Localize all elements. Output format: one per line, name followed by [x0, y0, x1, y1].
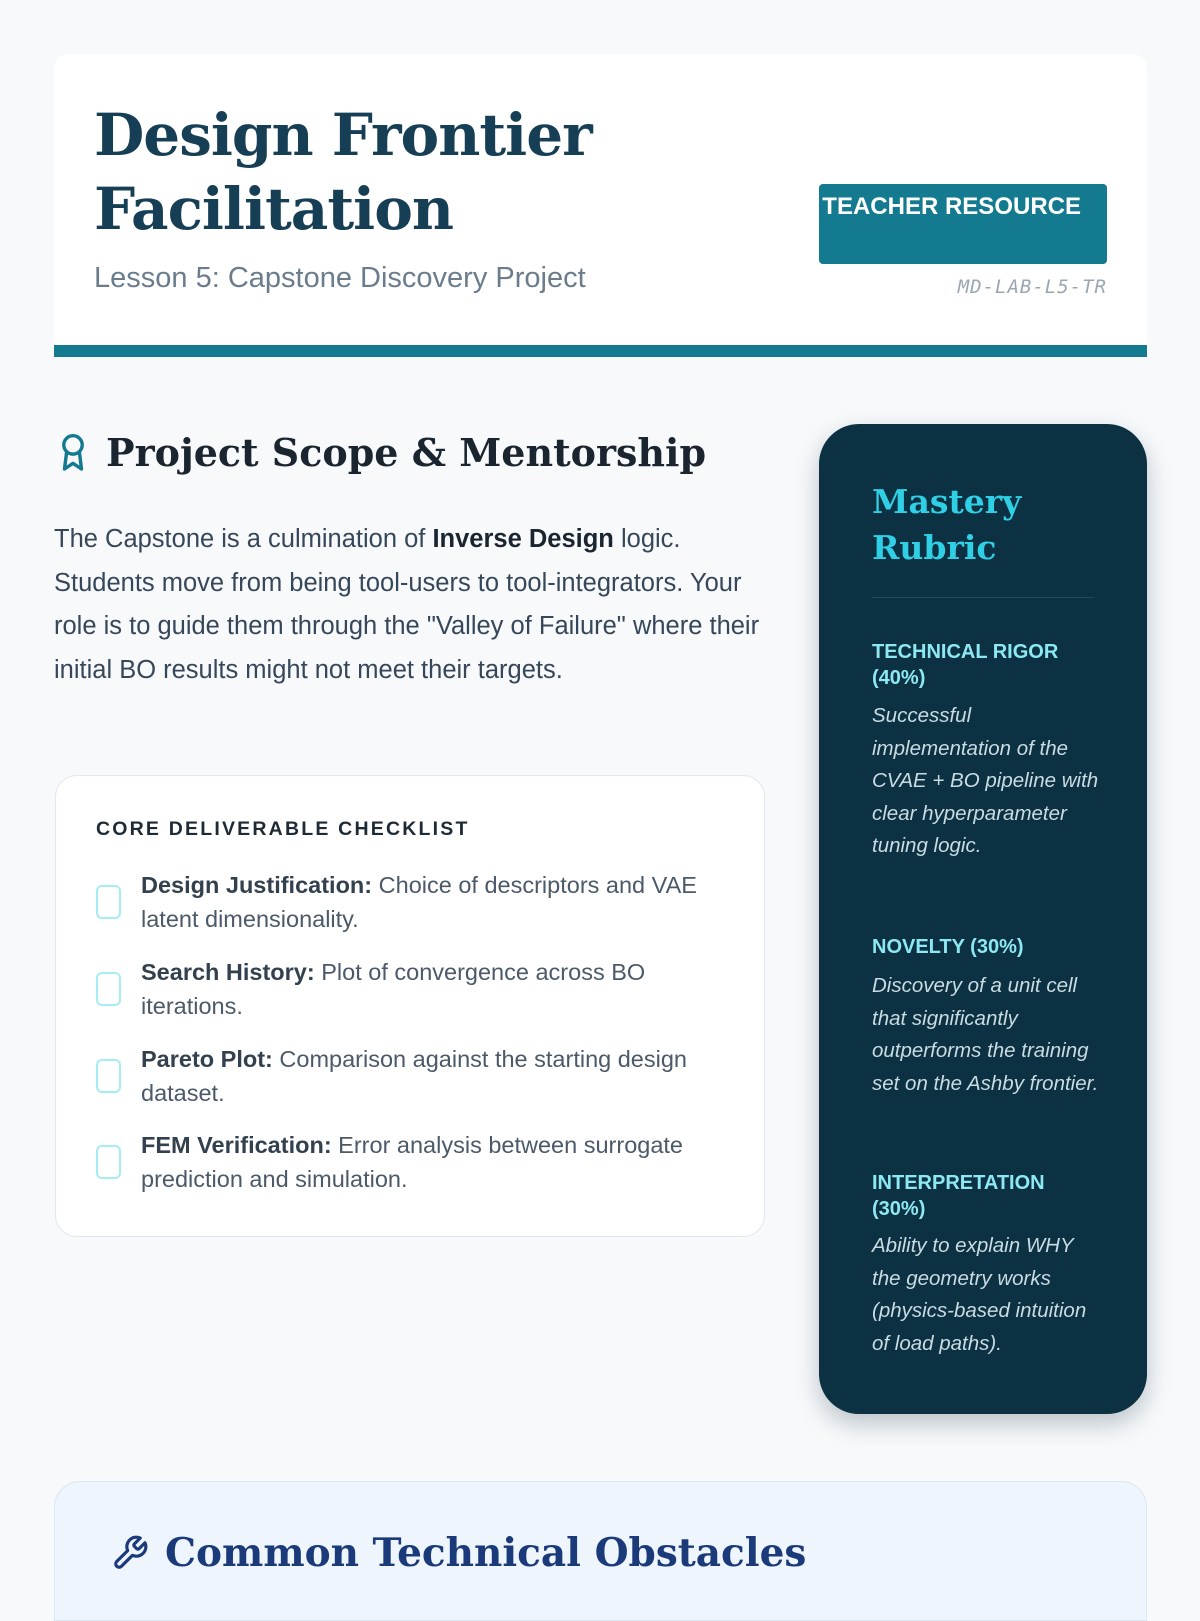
- rubric-divider: [872, 597, 1094, 598]
- scope-heading: [56, 424, 706, 480]
- inverse-design-term: Inverse Design: [432, 525, 614, 553]
- document-code: MD-LAB-L5-TR: [957, 276, 1107, 298]
- scope-title: Project Scope & Mentorship: [106, 429, 707, 475]
- header-card: [54, 54, 1147, 357]
- deliverable-checklist: [55, 775, 765, 1237]
- checkbox[interactable]: [96, 885, 121, 919]
- criterion-label: TECHNICAL RIGOR (40%): [872, 641, 1059, 689]
- checkbox[interactable]: [96, 972, 121, 1006]
- criterion-description: Discovery of a unit cell that significantly outperforms the training set on the Ashby frontier.: [872, 974, 1099, 1095]
- obstacles-section: [54, 1481, 1147, 1621]
- criterion-description: Successful implementation of the CVAE + BO pipeline with clear hyperparameter tuning logic.: [872, 704, 1099, 857]
- award-ribbon-icon: [56, 432, 90, 472]
- checklist-item-design-justification[interactable]: Design Justification: Choice of descriptors and VAE latent dimensionality.: [96, 868, 736, 936]
- scope-intro: The Capstone is a culmination of Inverse Design logic. Students move from being tool-users to tool-integrators. Your role is to guide them through the "Valley of Failure" where their initial BO results might not meet their targets.: [54, 525, 760, 684]
- criterion-label: NOVELTY (30%): [872, 936, 1024, 958]
- obstacles-heading: [111, 1530, 806, 1576]
- checklist-item-fem-verification[interactable]: FEM Verification: Error analysis between surrogate prediction and simulation.: [96, 1128, 736, 1196]
- checklist-title: CORE DELIVERABLE CHECKLIST: [96, 818, 470, 840]
- mastery-rubric-panel: [819, 424, 1147, 1414]
- page-subtitle: Lesson 5: Capstone Discovery Project: [94, 262, 586, 294]
- teacher-resource-badge: TEACHER RESOURCE: [819, 184, 1107, 264]
- rubric-title: Mastery Rubric: [872, 482, 1022, 567]
- checkbox[interactable]: [96, 1059, 121, 1093]
- page-title: Design Frontier Facilitation: [94, 101, 592, 243]
- criterion-description: Ability to explain WHY the geometry works (physics-based intuition of load paths).: [872, 1234, 1087, 1355]
- checklist-item-pareto-plot[interactable]: Pareto Plot: Comparison against the starting design dataset.: [96, 1042, 736, 1110]
- wrench-icon: [111, 1534, 149, 1572]
- criterion-label: INTERPRETATION (30%): [872, 1172, 1045, 1220]
- checklist-item-search-history[interactable]: Search History: Plot of convergence across BO iterations.: [96, 955, 736, 1023]
- checkbox[interactable]: [96, 1145, 121, 1179]
- obstacles-title: Common Technical Obstacles: [165, 1530, 807, 1576]
